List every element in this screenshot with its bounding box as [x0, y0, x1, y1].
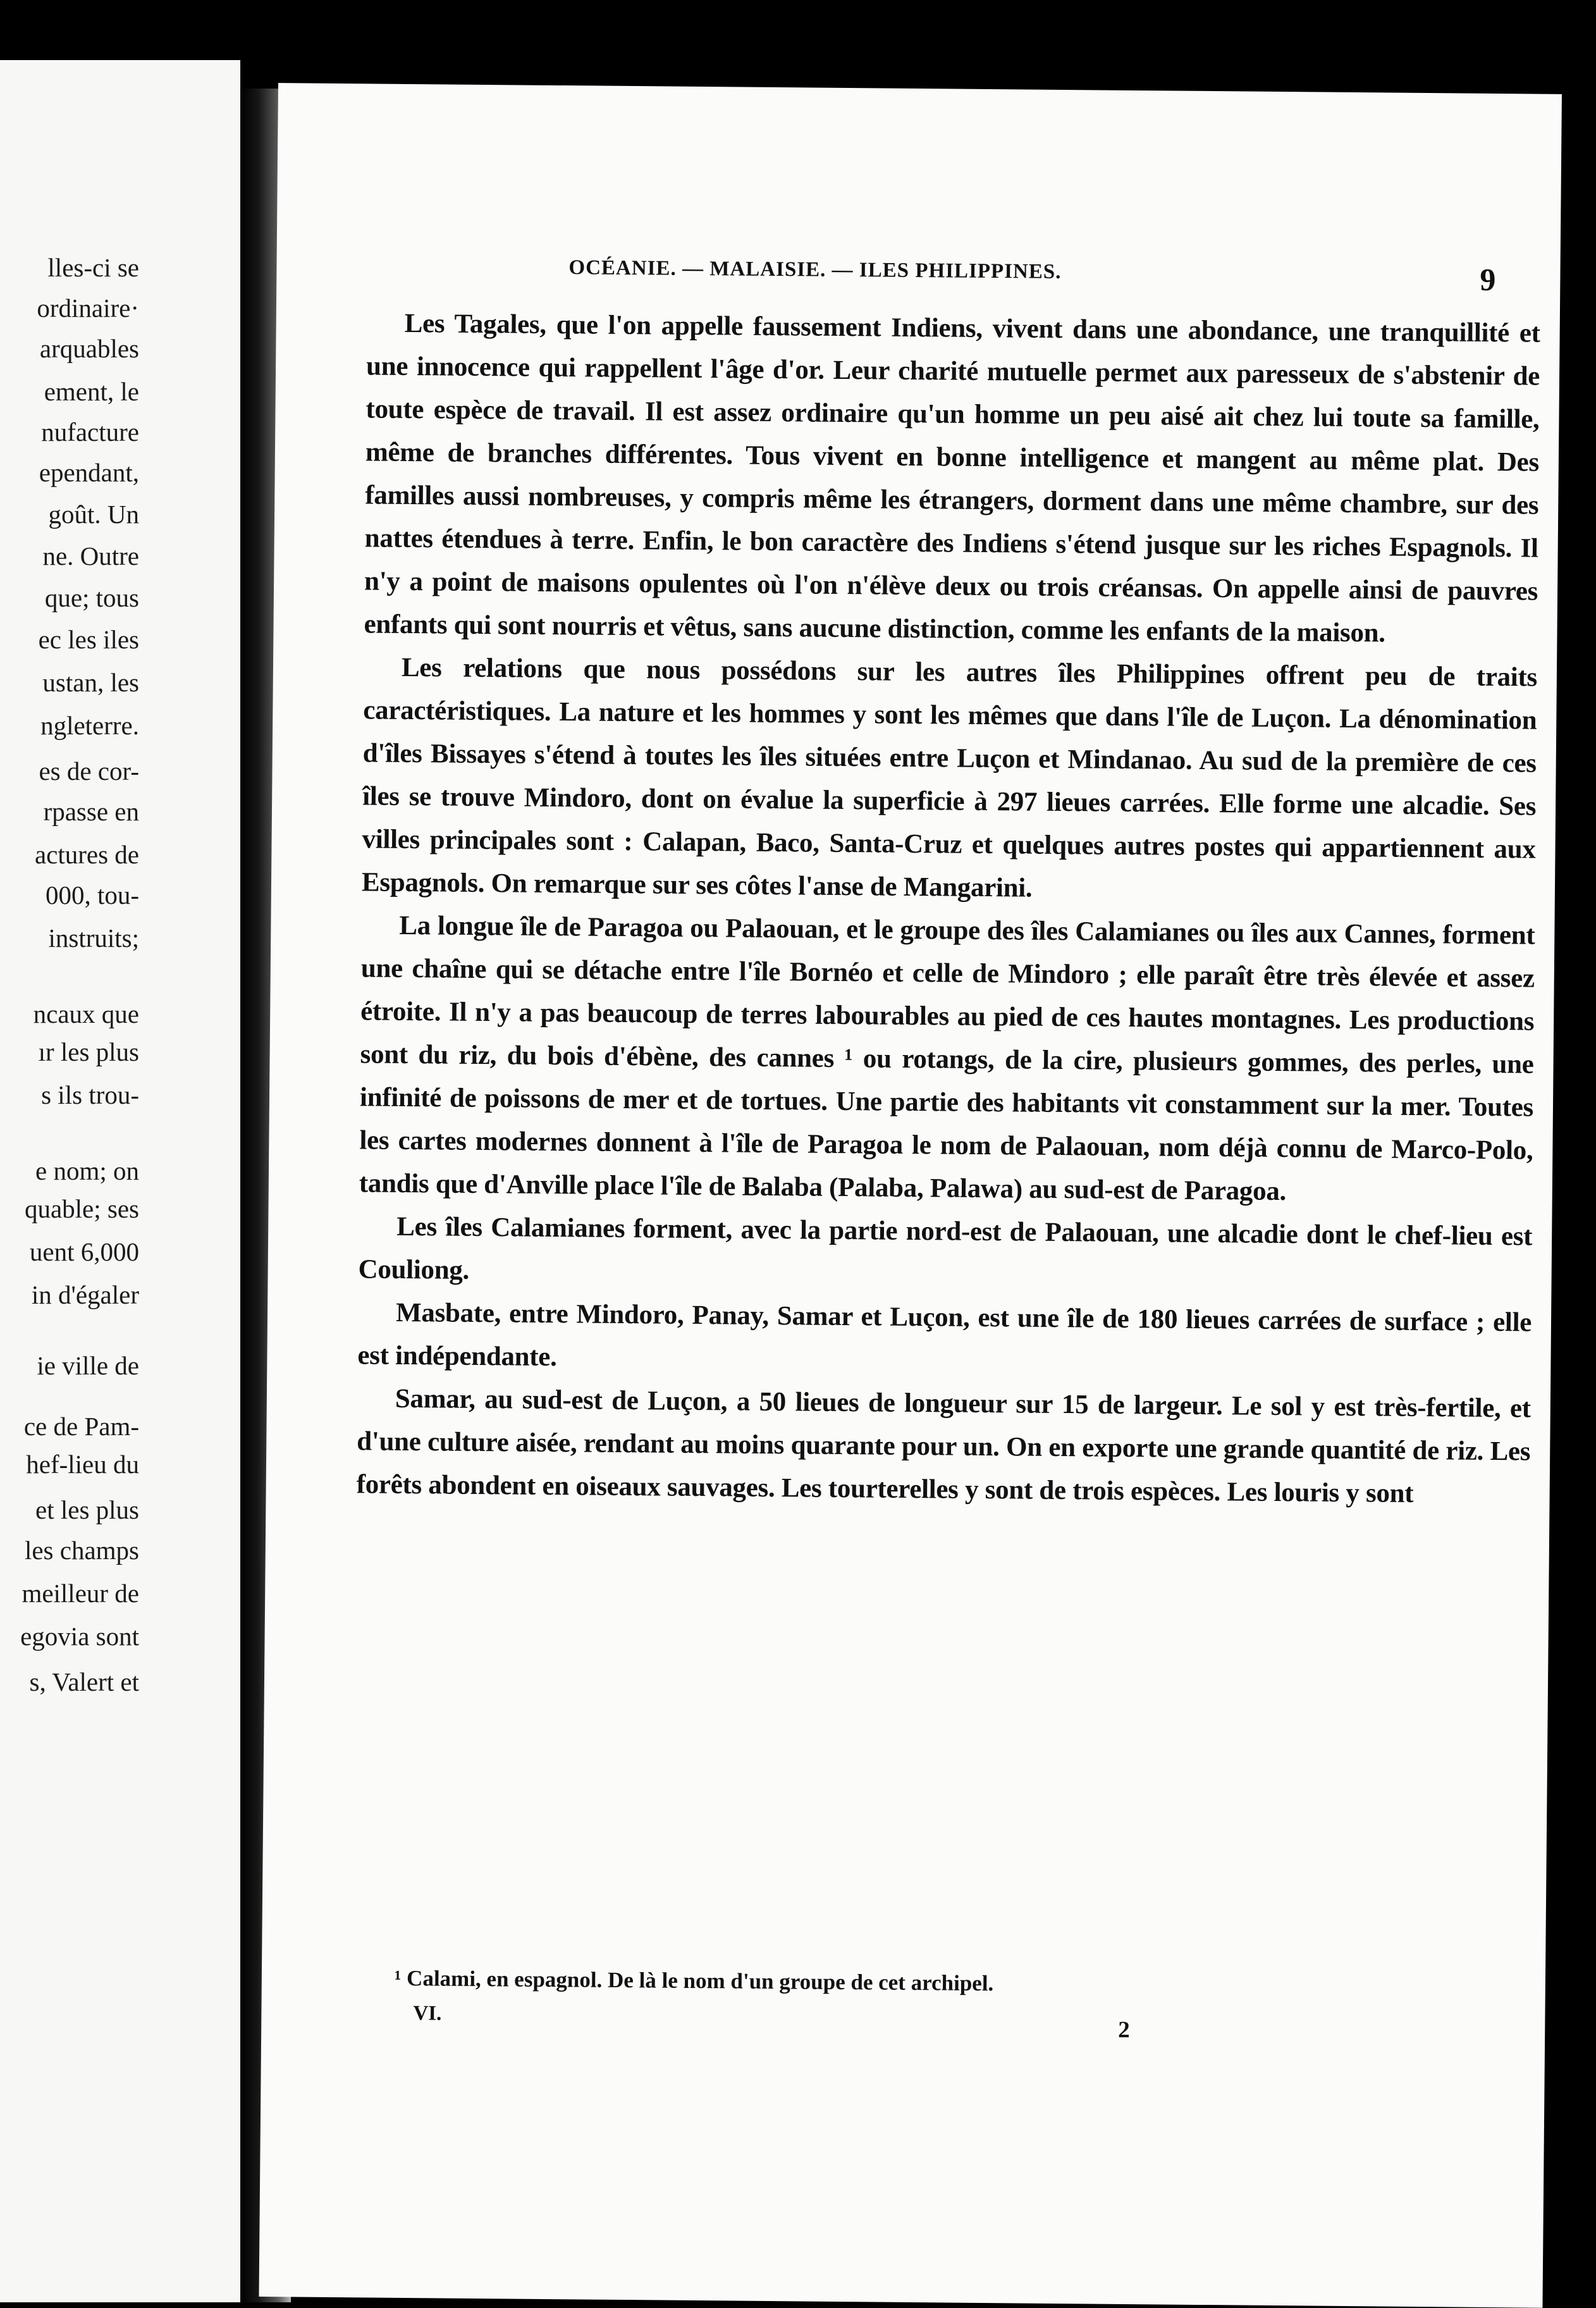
previous-page-line: hef-lieu du — [26, 1450, 139, 1479]
previous-page-line: 000, tou- — [45, 880, 139, 910]
previous-page-line: rpasse en — [43, 797, 139, 826]
previous-page-line: instruits; — [48, 923, 139, 953]
previous-page-line: uent 6,000 — [29, 1237, 139, 1266]
signature-number: 2 — [1118, 2016, 1130, 2044]
previous-page-line: meilleur de — [21, 1579, 139, 1608]
paragraph-paragoa: La longue île de Paragoa ou Palaouan, et le groupe des îles Calamianes ou îles aux Cannes, forment une chaîne qui se détache entre l'île Bornéo et celle de Mindoro ; elle paraît être très élevée et assez étroite. Il n'y a pas beaucoup de terres labourables au pied de ces hautes montagnes. Les productions sont du riz, du bois d'ébène, des cannes ¹ ou rotangs, de la cire, plusieurs gommes, des perles, une infinité de poissons de mer et de tortues. Une partie des habitants vit constamment sur la mer. Toutes les cartes modernes donnent à l'île de Paragoa le nom de Palaouan, nom déjà connu de Marco-Polo, tandis que d'Anville place l'île de Balaba (Palaba, Palawa) au sud-est de Paragoa. — [359, 910, 1535, 1207]
previous-page-line: lles-ci se — [47, 253, 139, 282]
previous-page-line: goût. Un — [48, 500, 139, 529]
previous-page-line: ne. Outre — [42, 541, 139, 571]
previous-page-line: egovia sont — [20, 1622, 139, 1651]
paragraph-relations: Les relations que nous possédons sur les autres îles Philippines offrent peu de traits caractéristiques. La nature et les hommes y sont les mêmes que dans l'île de Luçon. La dénomination d'îles Bissayes s'étend à toutes les îles situées entre Luçon et Mindanao. Au sud de la première de ces îles se trouve Mindoro, dont on évalue la superficie à 297 lieues carrées. Elle forme une alcadie. Ses villes principales sont : Calapan, Baco, Santa-Cruz et quelques autres postes qui appartiennent aux Espagnols. On remarque sur ses côtes l'anse de Mangarini. — [361, 652, 1538, 903]
previous-page-line: ncaux que — [33, 999, 139, 1028]
page-body — [356, 302, 1540, 1516]
previous-page-line: ngleterre. — [40, 711, 139, 740]
previous-page-line: ır les plus — [38, 1037, 139, 1066]
previous-page-line: que; tous — [44, 583, 139, 612]
previous-page-line: s ils trou- — [41, 1080, 139, 1109]
signature-mark: VI. — [413, 2002, 442, 2025]
previous-page-line: ependant, — [39, 458, 139, 487]
previous-page-line: nufacture — [41, 417, 139, 447]
page-folio: 9 — [1480, 261, 1496, 297]
footnote: ¹ Calami, en espagnol. De là le nom d'un groupe de cet archipel. — [394, 1965, 994, 1996]
paragraph-masbate: Masbate, entre Mindoro, Panay, Samar et Luçon, est une île de 180 lieues carrées de surface ; elle est indépendante. — [357, 1297, 1532, 1373]
previous-page-line: ement, le — [44, 377, 139, 406]
paragraph-tagales: Les Tagales, que l'on appelle faussement Indiens, vivent dans une abondance, une tranquillité et une innocence qui rappellent l'âge d'or. Leur charité mutuelle permet aux paresseux de s'abstenir de toute espèce de travail. Il est assez ordinaire qu'un homme un peu aisé ait chez lui toute sa famille, même de branches différentes. Tous vivent en bonne intelligence et mangent au même plat. Des familles aussi nombreuses, y compris même les étrangers, dorment dans une même chambre, sur des nattes étendues à terre. Enfin, le bon caractère des Indiens s'étend jusque sur les riches Espagnols. Il n'y a point de maisons opulentes où l'on n'élève deux ou trois créansas. On appelle ainsi de pauvres enfants qui sont nourris et vêtus, sans aucune distinction, comme les enfants de la maison. — [364, 308, 1540, 648]
previous-page-line: actures de — [34, 840, 139, 869]
previous-page-line: ordinaire· — [37, 293, 139, 323]
running-head: OCÉANIE. — MALAISIE. — ILES PHILIPPINES. — [568, 256, 1062, 283]
previous-page-line: ec les iles — [38, 625, 139, 654]
previous-page-line: ie ville de — [37, 1351, 139, 1380]
previous-page-line: e nom; on — [35, 1156, 139, 1185]
previous-page-line: quable; ses — [24, 1194, 139, 1223]
previous-page-line: ce de Pam- — [23, 1412, 139, 1441]
paragraph-calamianes: Les îles Calamianes forment, avec la partie nord-est de Palaouan, une alcadie dont le chef-lieu est Couliong. — [358, 1211, 1533, 1285]
previous-page-line: les champs — [24, 1536, 139, 1565]
paragraph-samar: Samar, au sud-est de Luçon, a 50 lieues de longueur sur 15 de largeur. Le sol y est très-fertile, et d'une culture aisée, rendant au moins quarante pour un. On en exporte une grande quantité de riz. Les forêts abondent en oiseaux sauvages. Les tourterelles y sont de trois espèces. Les louris y sont — [356, 1383, 1532, 1509]
previous-page-line: ustan, les — [42, 668, 139, 697]
current-page — [259, 83, 1561, 2308]
previous-page-line: s, Valert et — [29, 1667, 139, 1696]
previous-page-line: es de cor- — [39, 756, 139, 786]
previous-page — [0, 60, 240, 2302]
previous-page-line: in d'égaler — [31, 1280, 139, 1309]
previous-page-line: et les plus — [35, 1495, 139, 1524]
previous-page-line: arquables — [39, 334, 139, 363]
